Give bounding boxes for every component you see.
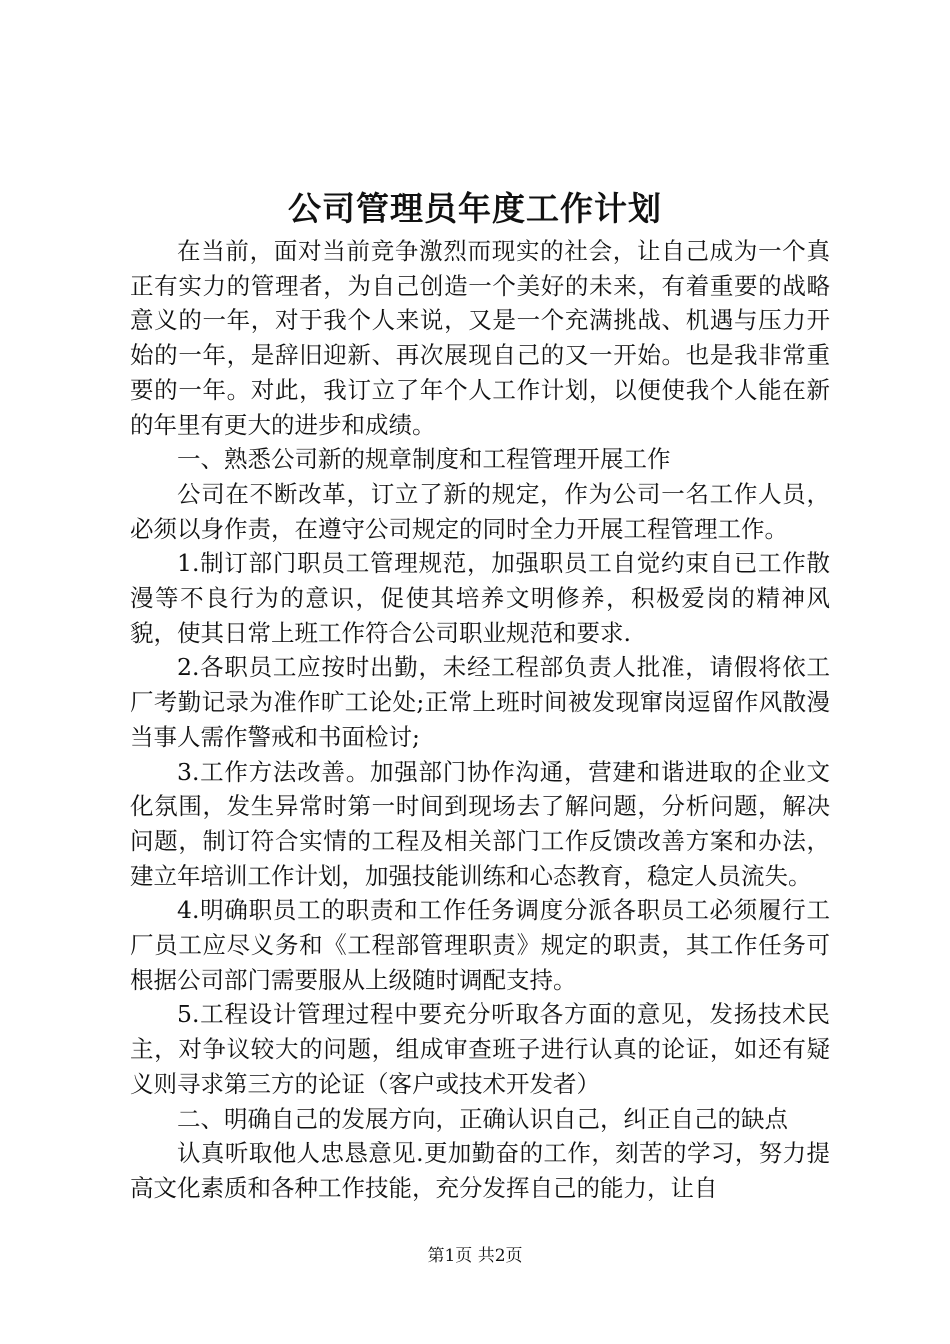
document-body <box>130 234 830 1206</box>
document-title: 公司管理员年度工作计划 <box>288 189 662 228</box>
list-item-5: 5.工程设计管理过程中要充分听取各方面的意见，发扬技术民主，对争议较大的问题，组成审查班子进行认真的论证，如还有疑义则寻求第三方的论证（客户或技术开发者） <box>130 1000 830 1098</box>
paragraph-section-2: 认真听取他人忠恳意见.更加勤奋的工作，刻苦的学习，努力提高文化素质和各种工作技能，充分发挥自己的能力，让自 <box>130 1139 830 1202</box>
section-heading-1: 一、熟悉公司新的规章制度和工程管理开展工作 <box>177 445 671 474</box>
list-item-3: 3.工作方法改善。加强部门协作沟通，营建和谐进取的企业文化氛围，发生异常时第一时间到现场去了解问题，分析问题，解决问题，制订符合实情的工程及相关部门工作反馈改善方案和办法，建立年培训工作计划，加强技能训练和心态教育，稳定人员流失。 <box>130 757 830 890</box>
paragraph-intro: 在当前，面对当前竞争激烈而现实的社会，让自己成为一个真正有实力的管理者，为自己创造一个美好的未来，有着重要的战略意义的一年，对于我个人来说，又是一个充满挑战、机遇与压力开始的一年，是辞旧迎新、再次展现自己的又一开始。也是我非常重要的一年。对此，我订立了年个人工作计划，以便使我个人能在新的年里有更大的进步和成绩。 <box>130 237 830 439</box>
list-item-4: 4.明确职员工的职责和工作任务调度分派各职员工必须履行工厂员工应尽义务和《工程部管理职责》规定的职责，其工作任务可根据公司部门需要服从上级随时调配支持。 <box>130 896 830 994</box>
list-item-2: 2.各职员工应按时出勤，未经工程部负责人批准，请假将依工厂考勤记录为准作旷工论处;正常上班时间被发现窜岗逗留作风散漫当事人需作警戒和书面检讨; <box>130 653 830 751</box>
paragraph-section-1: 公司在不断改革，订立了新的规定，作为公司一名工作人员，必须以身作责，在遵守公司规定的同时全力开展工程管理工作。 <box>130 479 830 543</box>
list-item-1: 1.制订部门职员工管理规范，加强职员工自觉约束自已工作散漫等不良行为的意识，促使其培养文明修养，积极爱岗的精神风貌，使其日常上班工作符合公司职业规范和要求. <box>130 549 830 647</box>
section-heading-2: 二、明确自己的发展方向，正确认识自己，纠正自己的缺点 <box>177 1104 788 1133</box>
page-footer: 第1页 共2页 <box>427 1246 523 1266</box>
